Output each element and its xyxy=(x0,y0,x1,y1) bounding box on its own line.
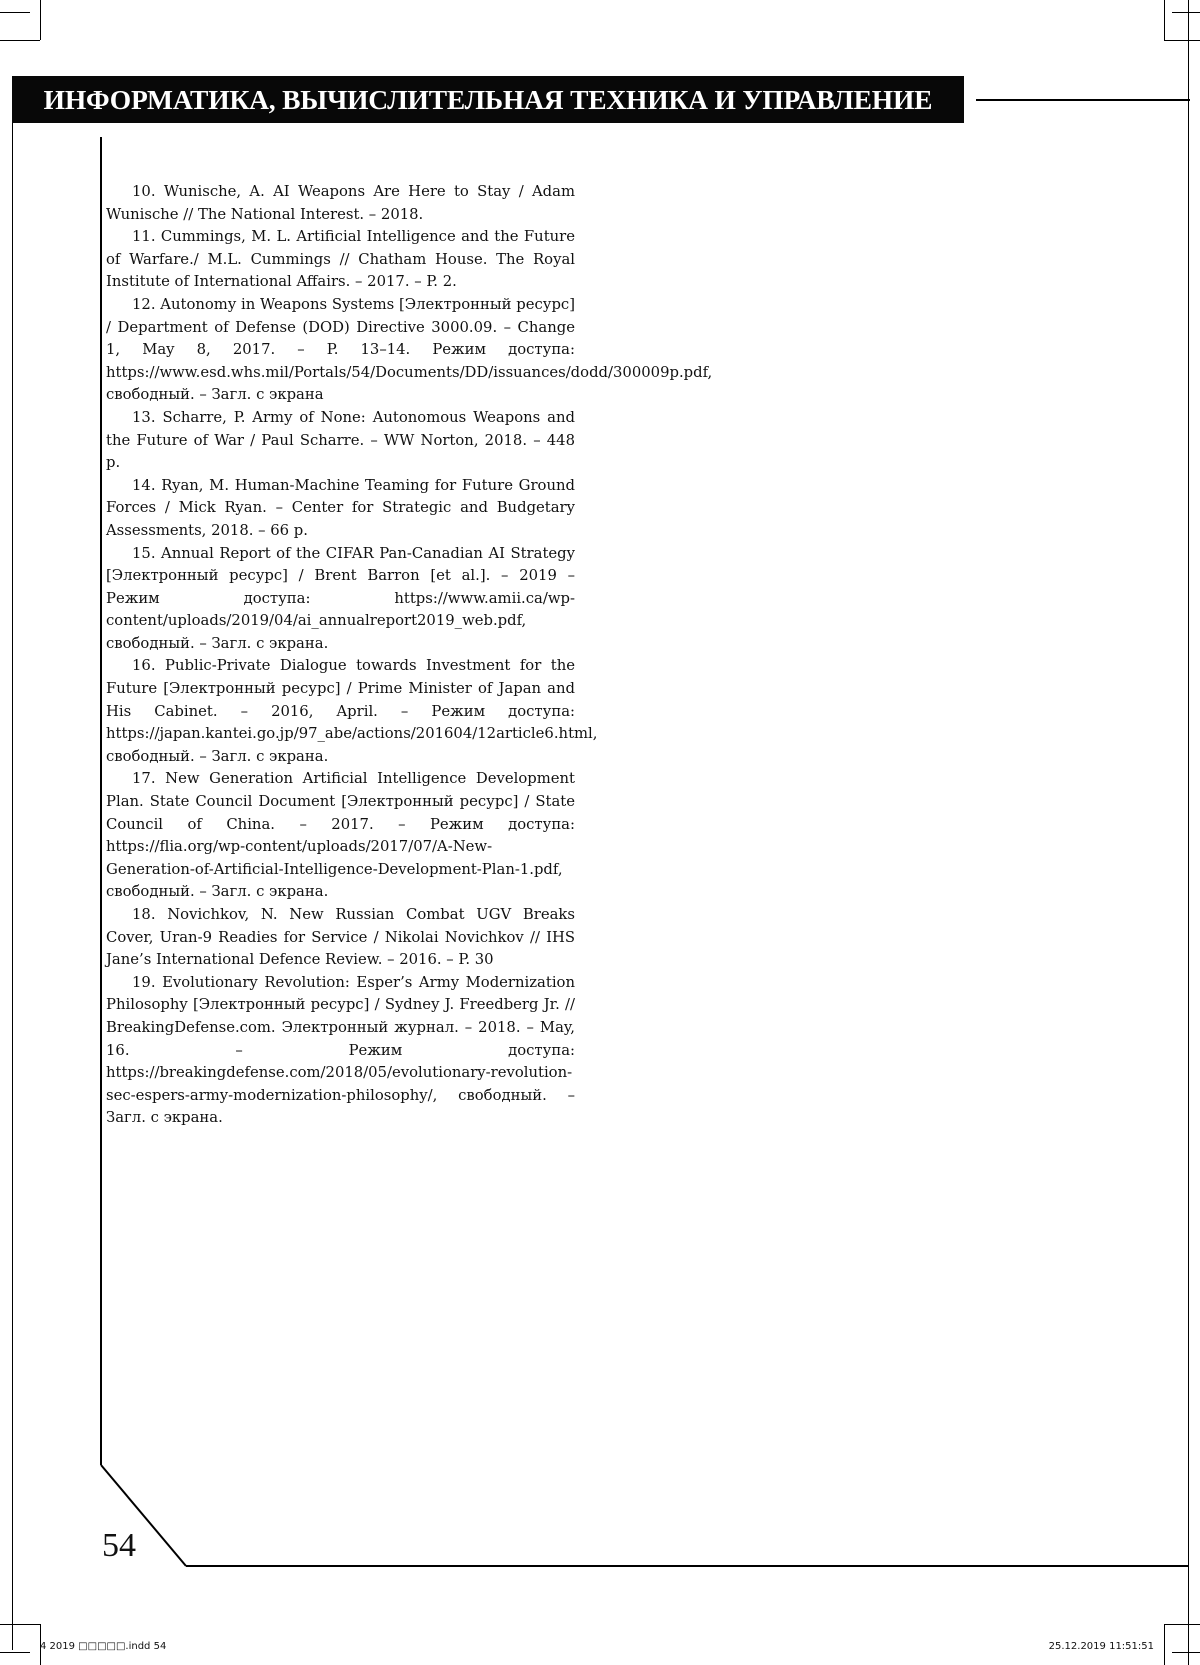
print-slug-timestamp: 25.12.2019 11:51:51 xyxy=(1048,1641,1154,1652)
page-number: 54 xyxy=(102,1527,136,1564)
print-slug-file: 4 2019 □□□□□.indd 54 xyxy=(40,1641,167,1652)
reference-item: 15. Annual Report of the CIFAR Pan-Canadian AI Strategy [Электронный ресурс] / Brent Barron [et al.]. – 2019 – Режим доступа: https://www.amii.ca/wp-content/uploads/2019/04/ai_annualreport2019_web.pdf, свободный. – Загл. с экрана. xyxy=(106,544,575,652)
reference-item: 11. Cummings, M. L. Artificial Intelligence and the Future of Warfare./ M.L. Cummings // Chatham House. The Royal Institute of International Affairs. – 2017. – P. 2. xyxy=(106,228,575,291)
reference-item: 19. Evolutionary Revolution: Esper’s Army Modernization Philosophy [Электронный ресурс] / Sydney J. Freedberg Jr. // BreakingDefense.com. Электронный журнал. – 2018. – May, 16. – Режим доступа: https://breakingdefense.com/2018/05/evolutionary-revolution-sec-espers-army-modernization-philosophy/, свободный. – Загл. с экрана. xyxy=(106,973,575,1127)
reference-item: 13. Scharre, P. Army of None: Autonomous Weapons and the Future of War / Paul Scharre. – WW Norton, 2018. – 448 p. xyxy=(106,408,575,472)
references-list xyxy=(106,181,713,1130)
section-title: ИНФОРМАТИКА, ВЫЧИСЛИТЕЛЬНАЯ ТЕХНИКА И УПРАВЛЕНИЕ xyxy=(43,84,933,115)
reference-item: 12. Autonomy in Weapons Systems [Электронный ресурс] / Department of Defense (DOD) Directive 3000.09. – Change 1, May 8, 2017. – P. 13–14. Режим доступа: https://www.esd.whs.mil/Portals/54/Documents/DD/issuances/dodd/300009p.pdf, свободный. – Загл. с экрана xyxy=(106,295,713,404)
reference-item: 16. Public-Private Dialogue towards Investment for the Future [Электронный ресурс] / Prime Minister of Japan and His Cabinet. – 2016, April. – Режим доступа: https://japan.kantei.go.jp/97_abe/actions/201604/12article6.html, свободный. – Загл. с экрана. xyxy=(106,657,598,765)
reference-item: 14. Ryan, M. Human-Machine Teaming for Future Ground Forces / Mick Ryan. – Center for Strategic and Budgetary Assessments, 2018. – 66 p. xyxy=(106,476,575,539)
reference-item: 18. Novichkov, N. New Russian Combat UGV Breaks Cover, Uran-9 Readies for Service / Nikolai Novichkov // IHS Jane’s International Defence Review. – 2016. – P. 30 xyxy=(106,906,575,969)
reference-item: 10. Wunische, A. AI Weapons Are Here to Stay / Adam Wunische // The National Interest. – 2018. xyxy=(106,183,575,223)
reference-item: 17. New Generation Artificial Intelligence Development Plan. State Council Document [Электронный ресурс] / State Council of China. – 2017. – Режим доступа: https://flia.org/wp-content/uploads/2017/07/A-New-Generation-of-Artificial-Intelligence-Development-Plan-1.pdf, свободный. – Загл. с экрана. xyxy=(106,770,575,901)
